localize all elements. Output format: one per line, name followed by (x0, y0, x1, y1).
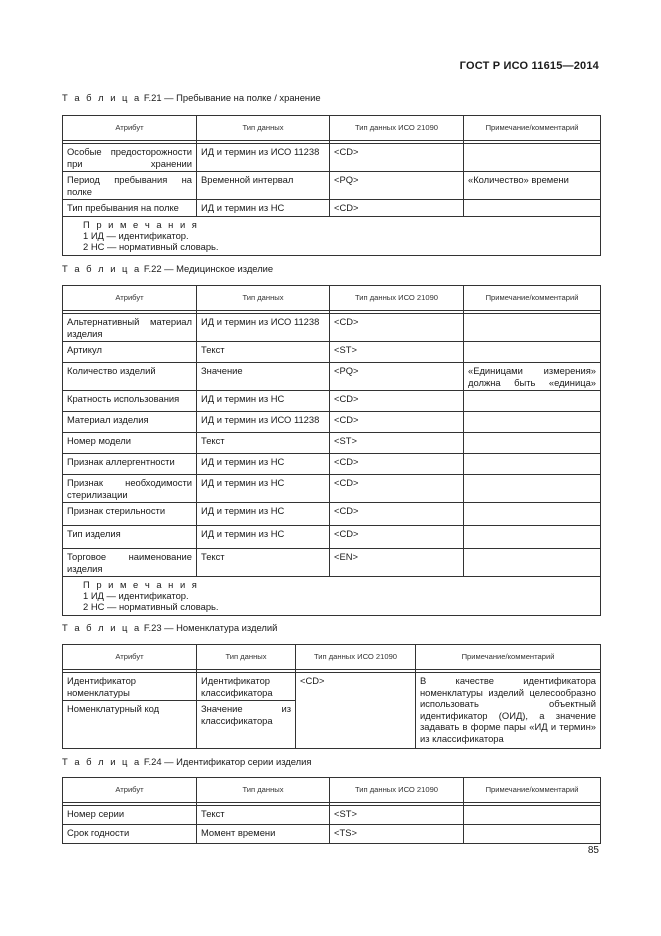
cell-note (464, 314, 601, 342)
cell-attribute: Тип изделия (63, 526, 197, 549)
table-row (63, 825, 601, 844)
cell-attribute: Тип пребывания на полке (63, 200, 197, 217)
cell-attribute: Артикул (63, 342, 197, 363)
table-row (63, 144, 601, 172)
col-header-note: Примечание/комментарий (464, 116, 601, 141)
table-title: F.24 — Идентификатор серии изделия (143, 756, 312, 767)
table-title: F.21 — Пребывание на полке / хранение (143, 92, 321, 103)
cell-attribute: Признак стерильности (63, 503, 197, 526)
notes-title: П р и м е ч а н и я (83, 218, 199, 230)
cell-note (464, 475, 601, 503)
col-header-data-type: Тип данных (197, 286, 330, 311)
cell-data-type: Значение (197, 363, 330, 391)
cell-attribute: Идентификатор номенклатуры (63, 673, 197, 701)
table-row (63, 363, 601, 391)
cell-note (464, 825, 601, 844)
table-row (63, 475, 601, 503)
cell-data-type: ИД и термин из ИСО 11238 (197, 314, 330, 342)
cell-iso-type: <CD> (330, 503, 464, 526)
table-row (63, 806, 601, 825)
cell-note (464, 342, 601, 363)
cell-note (464, 433, 601, 454)
col-header-iso-type: Тип данных ИСО 21090 (330, 116, 464, 141)
table-caption-f22 (62, 263, 273, 274)
cell-note (464, 806, 601, 825)
table-label: Т а б л и ц а (62, 92, 142, 103)
cell-data-type: Момент времени (197, 825, 330, 844)
col-header-attribute: Атрибут (63, 116, 197, 141)
cell-iso-type: <TS> (330, 825, 464, 844)
cell-data-type: Временной интервал (197, 172, 330, 200)
cell-attribute: Признак необходимости стерилизации (63, 475, 197, 503)
cell-iso-type: <CD> (330, 144, 464, 172)
table-label: Т а б л и ц а (62, 756, 142, 767)
cell-iso-type: <ST> (330, 342, 464, 363)
table-notes-row (63, 216, 601, 255)
note-2: 2 НС — нормативный словарь. (83, 601, 219, 612)
cell-note: «Количество» времени (464, 172, 601, 200)
table-row (63, 526, 601, 549)
table-notes (63, 216, 601, 255)
cell-data-type: Идентификатор классификатора (197, 673, 296, 701)
col-header-note: Примечание/комментарий (464, 778, 601, 803)
col-header-note: Примечание/комментарий (464, 286, 601, 311)
table-row (63, 433, 601, 454)
cell-attribute: Номенклатурный код (63, 701, 197, 749)
col-header-note: Примечание/комментарий (416, 645, 601, 670)
cell-attribute: Кратность использования (63, 391, 197, 412)
note-1: 1 ИД — идентификатор. (83, 229, 189, 241)
table-title: F.23 — Номенклатура изделий (143, 622, 278, 633)
cell-iso-type: <CD> (296, 673, 416, 749)
table-f24 (62, 777, 601, 844)
cell-attribute: Количество изделий (63, 363, 197, 391)
page-number: 85 (587, 845, 599, 856)
cell-data-type: Текст (197, 433, 330, 454)
table-label: Т а б л и ц а (62, 622, 142, 633)
note-2: 2 НС — нормативный словарь. (83, 240, 219, 252)
table-title: F.22 — Медицинское изделие (143, 263, 274, 274)
table-header-row (63, 116, 601, 141)
cell-data-type: ИД и термин из НС (197, 526, 330, 549)
table-row (63, 314, 601, 342)
col-header-data-type: Тип данных (197, 116, 330, 141)
cell-attribute: Срок годности (63, 825, 197, 844)
cell-note (464, 503, 601, 526)
table-caption-f24 (62, 756, 311, 767)
cell-data-type: ИД и термин из НС (197, 503, 330, 526)
cell-iso-type: <CD> (330, 391, 464, 412)
col-header-iso-type: Тип данных ИСО 21090 (330, 286, 464, 311)
table-row (63, 172, 601, 200)
notes-title: П р и м е ч а н и я (83, 579, 199, 590)
col-header-attribute: Атрибут (63, 286, 197, 311)
cell-note (464, 200, 601, 217)
cell-iso-type: <CD> (330, 526, 464, 549)
cell-note (464, 391, 601, 412)
cell-note (464, 412, 601, 433)
cell-iso-type: <PQ> (330, 363, 464, 391)
cell-iso-type: <CD> (330, 200, 464, 217)
table-row (63, 412, 601, 433)
cell-attribute: Особые предосторожности при хранении (63, 144, 197, 172)
col-header-attribute: Атрибут (63, 645, 197, 670)
table-f23 (62, 644, 601, 749)
cell-attribute: Период пребывания на полке (63, 172, 197, 200)
cell-data-type: Значение из классификатора (197, 701, 296, 749)
table-row (63, 391, 601, 412)
table-f22 (62, 285, 601, 616)
cell-note: В качестве идентификатора номенклатуры изделий целесообразно использовать объектный идентификатор (ОИД), а значение задавать в форме пары «ИД и термин» из классификатора (416, 673, 601, 749)
table-row (63, 454, 601, 475)
cell-iso-type: <CD> (330, 314, 464, 342)
cell-data-type: ИД и термин из НС (197, 454, 330, 475)
cell-attribute: Номер серии (63, 806, 197, 825)
table-caption-f21 (62, 92, 321, 103)
table-row (63, 200, 601, 217)
cell-iso-type: <EN> (330, 549, 464, 577)
cell-attribute: Номер модели (63, 433, 197, 454)
cell-note (464, 526, 601, 549)
table-notes (63, 577, 601, 616)
col-header-data-type: Тип данных (197, 778, 330, 803)
cell-iso-type: <CD> (330, 454, 464, 475)
cell-data-type: ИД и термин из НС (197, 200, 330, 217)
cell-note (464, 144, 601, 172)
cell-data-type: ИД и термин из ИСО 11238 (197, 144, 330, 172)
cell-iso-type: <ST> (330, 433, 464, 454)
table-header-row (63, 645, 601, 670)
cell-data-type: ИД и термин из ИСО 11238 (197, 412, 330, 433)
cell-data-type: Текст (197, 806, 330, 825)
cell-attribute: Материал изделия (63, 412, 197, 433)
cell-data-type: ИД и термин из НС (197, 475, 330, 503)
cell-data-type: Текст (197, 342, 330, 363)
cell-data-type: Текст (197, 549, 330, 577)
cell-attribute: Торговое наименование изделия (63, 549, 197, 577)
table-label: Т а б л и ц а (62, 263, 142, 274)
table-row (63, 342, 601, 363)
cell-iso-type: <CD> (330, 475, 464, 503)
table-row (63, 503, 601, 526)
cell-data-type: ИД и термин из НС (197, 391, 330, 412)
table-row (63, 549, 601, 577)
document-header: ГОСТ Р ИСО 11615—2014 (459, 60, 599, 72)
col-header-iso-type: Тип данных ИСО 21090 (296, 645, 416, 670)
col-header-data-type: Тип данных (197, 645, 296, 670)
cell-iso-type: <CD> (330, 412, 464, 433)
table-header-row (63, 286, 601, 311)
note-1: 1 ИД — идентификатор. (83, 590, 189, 601)
cell-note (464, 454, 601, 475)
table-row (63, 673, 601, 701)
table-header-row (63, 778, 601, 803)
cell-note: «Единицами измерения» должна быть «единица» (464, 363, 601, 391)
table-f21 (62, 115, 601, 256)
table-notes-row (63, 577, 601, 616)
col-header-attribute: Атрибут (63, 778, 197, 803)
cell-iso-type: <PQ> (330, 172, 464, 200)
table-caption-f23 (62, 622, 277, 633)
cell-iso-type: <ST> (330, 806, 464, 825)
col-header-iso-type: Тип данных ИСО 21090 (330, 778, 464, 803)
cell-attribute: Признак аллергентности (63, 454, 197, 475)
cell-note (464, 549, 601, 577)
cell-attribute: Альтернативный материал изделия (63, 314, 197, 342)
